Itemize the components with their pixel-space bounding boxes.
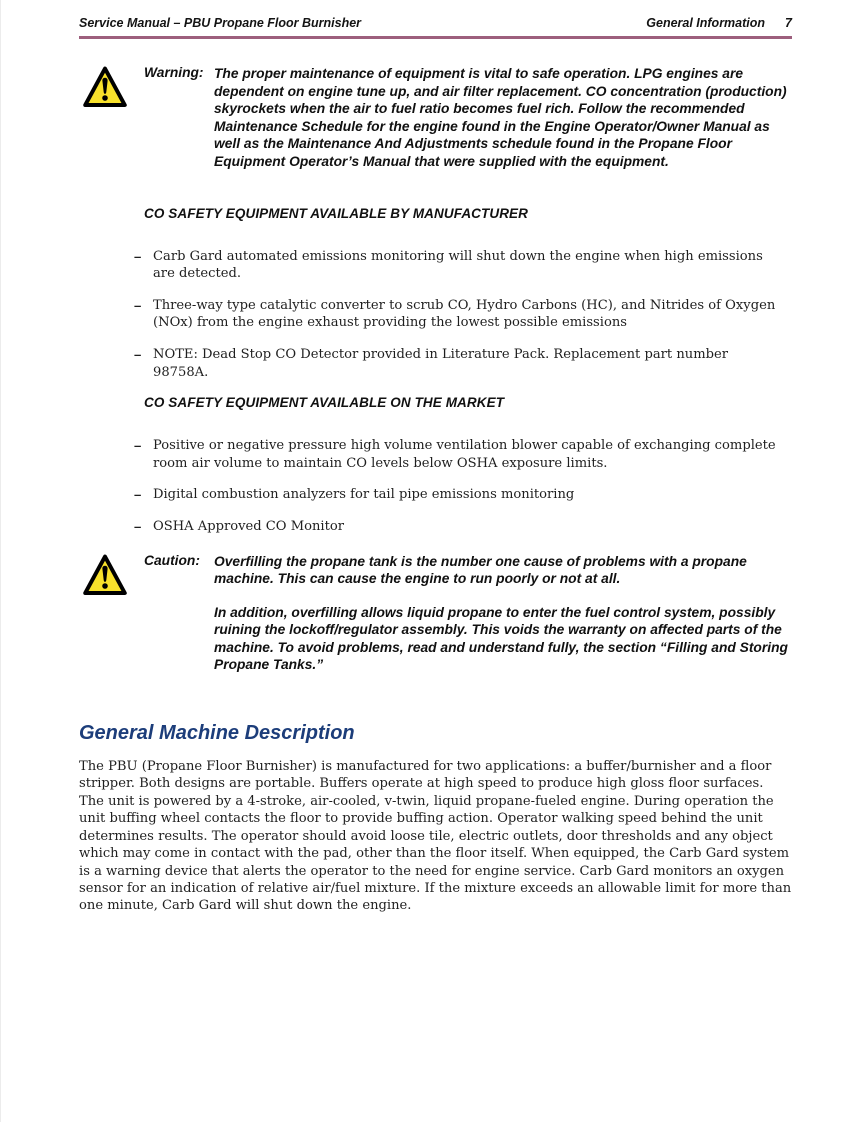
description-paragraph: The PBU (Propane Floor Burnisher) is manufactured for two applications: a buffer/burnisher and a floor stripper. Both designs are portable. Buffers operate at high speed to produce high gloss floor surfaces. The unit is powered by a 4-stroke, air-cooled, v-twin, liquid propane-fueled engine. During operation the unit buffing wheel contacts the floor to provide buffing action. Operator walking speed behind the unit determines results. The operator should avoid loose tile, electric outlets, door thresholds and any object which may come in contact with the pad, other than the floor itself. When equipped, the Carb Gard system is a warning device that alerts the operator to the need for engine service. Carb Gard monitors an oxygen sensor for an indication of relative air/fuel mixture. If the mixture exceeds an allowable limit for more than one minute, Carb Gard will shut down the engine. <box>79 759 792 914</box>
bullet-dash: – <box>134 487 142 503</box>
header-left-title: Service Manual – PBU Propane Floor Burnisher <box>79 16 362 30</box>
warning-notice <box>79 62 792 171</box>
bullet-text: NOTE: Dead Stop CO Detector provided in Literature Pack. Replacement part number 98758A. <box>153 346 729 380</box>
caution-text <box>214 550 792 675</box>
list-item <box>134 486 784 504</box>
section-heading-market: CO SAFETY EQUIPMENT AVAILABLE ON THE MARKET <box>144 395 505 411</box>
page-header <box>79 16 792 30</box>
list-item <box>134 518 784 536</box>
caution-paragraph-2: In addition, overfilling allows liquid propane to enter the fuel control system, possibly ruining the lockoff/regulator assembly. This voids the warranty on affected parts of the machine. To avoid problems, read and understand fully, the section “Filling and Storing Propane Tanks.” <box>214 604 788 673</box>
manufacturer-bullet-list <box>134 248 784 382</box>
section-heading-manufacturer: CO SAFETY EQUIPMENT AVAILABLE BY MANUFACTURER <box>144 205 529 221</box>
bullet-text: OSHA Approved CO Monitor <box>153 518 345 534</box>
header-page-number: 7 <box>785 16 792 30</box>
warning-triangle-icon <box>79 550 144 600</box>
market-bullet-list <box>134 437 784 535</box>
bullet-text: Carb Gard automated emissions monitoring will shut down the engine when high emissions are detected. <box>153 248 763 282</box>
bullet-text: Three-way type catalytic converter to scrub CO, Hydro Carbons (HC), and Nitrides of Oxygen (NOx) from the engine exhaust providing the lowest possible emissions <box>153 297 776 331</box>
warning-text: The proper maintenance of equipment is vital to safe operation. LPG engines are dependent on engine tune up, and air filter replacement. CO concentration (production) skyrockets when the air to fuel ratio becomes fuel rich. Follow the recommended Maintenance Schedule for the engine found in the Engine Operator/Owner Manual as well as the Maintenance And Adjustments schedule found in the Propane Floor Equipment Operator’s Manual that were supplied with the equipment. <box>214 66 787 169</box>
bullet-dash: – <box>134 248 142 264</box>
caution-notice <box>79 550 792 675</box>
bullet-dash: – <box>134 518 142 534</box>
page-title: General Machine Description <box>79 722 355 745</box>
bullet-dash: – <box>134 438 142 454</box>
header-rule <box>79 36 792 39</box>
warning-triangle-icon <box>79 62 144 112</box>
list-item <box>134 248 784 283</box>
header-section-title: General Information <box>646 16 766 30</box>
header-right-group <box>646 16 792 30</box>
bullet-text: Digital combustion analyzers for tail pipe emissions monitoring <box>153 487 575 503</box>
bullet-dash: – <box>134 346 142 362</box>
caution-label: Caution: <box>144 552 200 568</box>
bullet-dash: – <box>134 297 142 313</box>
bullet-text: Positive or negative pressure high volume ventilation blower capable of exchanging complete room air volume to maintain CO levels below OSHA exposure limits. <box>153 438 776 471</box>
caution-paragraph-1: Overfilling the propane tank is the number one cause of problems with a propane machine. This can cause the engine to run poorly or not at all. <box>214 553 747 587</box>
list-item <box>134 346 784 381</box>
warning-label: Warning: <box>144 65 204 80</box>
list-item <box>134 297 784 332</box>
list-item <box>134 437 784 472</box>
